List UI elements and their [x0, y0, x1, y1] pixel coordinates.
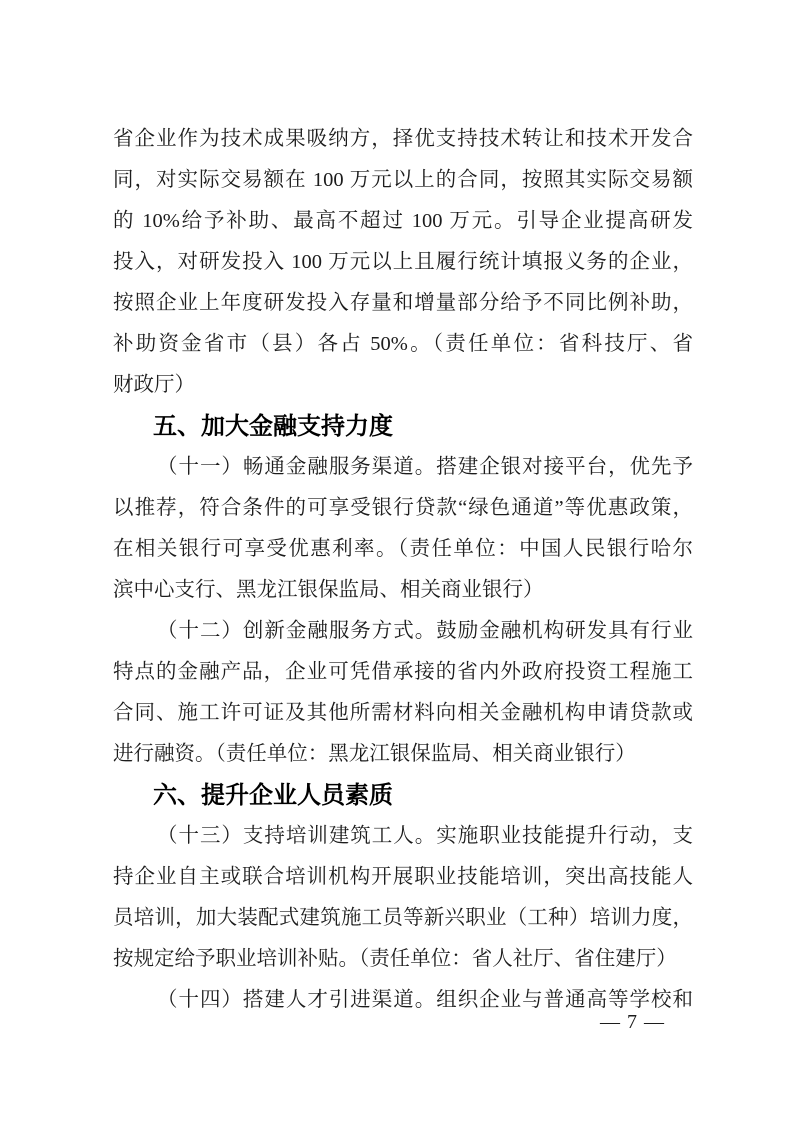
text-line: 省企业作为技术成果吸纳方，择优支持技术转让和技术开发合 — [113, 128, 693, 150]
paragraph-first-line — [113, 816, 693, 857]
paragraph-body: 鼓励金融机构研发具有行业 — [436, 620, 694, 642]
text-line: 滨中心支行、黑龙江银保监局、相关商业银行） — [113, 579, 544, 601]
text-line: 特点的金融产品，企业可凭借承接的省内外政府投资工程施工 — [113, 661, 693, 683]
paragraph-lead: （十二）创新金融服务方式。 — [157, 620, 437, 642]
page-number: — 7 — — [600, 1011, 665, 1033]
text-line: 财政厅） — [113, 374, 195, 396]
text-line: 补助资金省市（县）各占 50%。（责任单位：省科技厅、省 — [113, 333, 693, 355]
paragraph-first-line — [113, 447, 693, 488]
text-line: 投入，对研发投入 100 万元以上且履行统计填报义务的企业， — [113, 251, 693, 273]
text-column — [113, 119, 693, 1021]
section-heading: 五、加大金融支持力度 — [153, 413, 393, 440]
paragraph-first-line — [113, 611, 693, 652]
text-line: 持企业自主或联合培训机构开展职业技能培训，突出高技能人 — [113, 866, 693, 888]
paragraph-body: 实施职业技能提升行动，支 — [436, 825, 694, 847]
paragraph-body: 组织企业与普通高等学校和 — [436, 989, 694, 1011]
section-heading: 六、提升企业人员素质 — [153, 782, 393, 809]
text-line: 合同、施工许可证及其他所需材料向相关金融机构申请贷款或 — [113, 702, 693, 724]
text-line: 同，对实际交易额在 100 万元以上的合同，按照其实际交易额 — [113, 169, 693, 191]
text-line: 以推荐，符合条件的可享受银行贷款“绿色通道”等优惠政策， — [113, 497, 693, 519]
text-line: 按照企业上年度研发投入存量和增量部分给予不同比例补助， — [113, 292, 693, 314]
text-line: 的 10%给予补助、最高不超过 100 万元。引导企业提高研发 — [113, 210, 693, 232]
text-line: 员培训，加大装配式建筑施工员等新兴职业（工种）培训力度， — [113, 907, 693, 929]
paragraph-body: 搭建企银对接平台，优先予 — [436, 456, 694, 478]
text-line: 在相关银行可享受优惠利率。（责任单位：中国人民银行哈尔 — [113, 538, 693, 560]
text-line: 按规定给予职业培训补贴。（责任单位：省人社厅、省住建厅） — [113, 948, 677, 970]
paragraph-lead: （十三）支持培训建筑工人。 — [157, 825, 437, 847]
text-line: 进行融资。（责任单位：黑龙江银保监局、相关商业银行） — [113, 743, 636, 765]
paragraph-lead: （十四）搭建人才引进渠道。 — [157, 989, 437, 1011]
paragraph-lead: （十一）畅通金融服务渠道。 — [157, 456, 437, 478]
